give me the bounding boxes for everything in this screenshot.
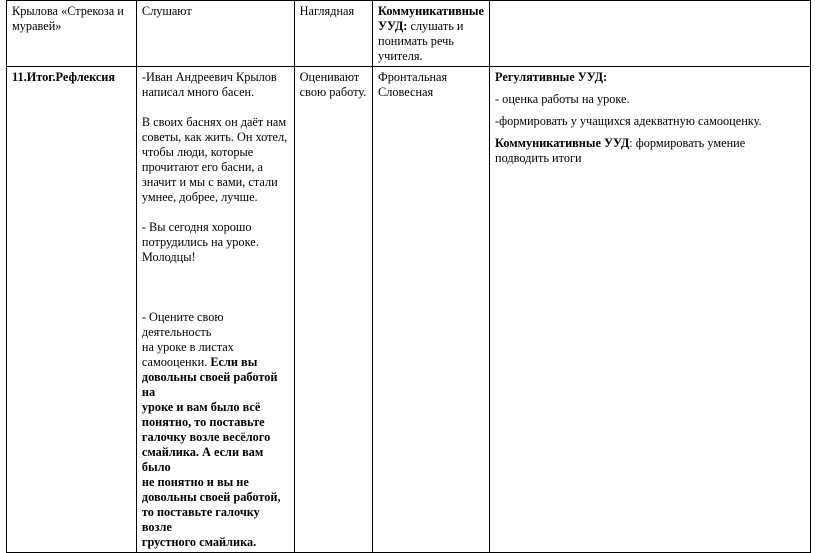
cell-uud — [490, 67, 811, 553]
text-line: учителя. — [378, 49, 423, 63]
uud-communicative-title: Коммуникативные УУД — [495, 136, 630, 150]
text-line: довольны своей работой на — [141, 370, 278, 399]
text-line: то поставьте галочку возле — [141, 505, 260, 534]
text-line: - оценка работы на уроке. — [495, 92, 630, 106]
cell-uud-prev — [373, 1, 490, 67]
text-line: не понятно и вы не — [141, 475, 249, 489]
text-line: галочку возле весёлого — [141, 430, 271, 444]
text-line: : формировать умение — [629, 136, 746, 150]
text-line: Оценивают — [299, 70, 360, 84]
text-line: Словесная — [378, 85, 434, 99]
text-line: -Иван Андреевич Крылов — [141, 70, 277, 84]
text-line: написал много басен. — [141, 85, 255, 99]
text-line: Наглядная — [299, 4, 355, 18]
text-line: самооценки. — [141, 355, 211, 369]
cell-form-prev — [294, 1, 372, 67]
stage-title: 11.Итог.Рефлексия — [12, 70, 116, 84]
cell-stage-prev — [7, 1, 137, 67]
text-line: -формировать у учащихся адекватную самооценку. — [495, 114, 762, 128]
text-line: - Вы сегодня хорошо — [141, 220, 252, 234]
text-line: слушать и — [407, 19, 464, 33]
text-line: муравей» — [12, 19, 62, 33]
text-line: Коммуникативные — [378, 4, 484, 18]
text-line: Молодцы! — [141, 250, 196, 264]
text-line: советы, как жить. Он хотел, — [141, 130, 288, 144]
text-line: прочитают его басни, а — [141, 160, 264, 174]
text-line: Крылова «Стрекоза и — [12, 4, 124, 18]
text-line: подводить итоги — [495, 151, 582, 165]
text-line: - Оцените свою деятельность — [141, 310, 224, 339]
text-line: понятно, то поставьте — [141, 415, 265, 429]
uud-regulative-title: Регулятивные УУД: — [495, 70, 608, 84]
text-line: В своих баснях он даёт нам — [141, 115, 287, 129]
text-line: на уроке в листах — [141, 340, 234, 354]
text-line: УУД: — [378, 19, 408, 33]
text-line: значит и мы с вами, стали — [141, 175, 278, 189]
text-line: свою работу. — [299, 85, 367, 99]
text-line: грустного смайлика. — [141, 535, 257, 549]
text-line: Слушают — [141, 4, 192, 18]
text-line: смайлика. А если вам было — [141, 445, 264, 474]
cell-forms — [373, 67, 490, 553]
cell-students-activity — [294, 67, 372, 553]
table-row — [7, 1, 811, 67]
table-row — [7, 67, 811, 553]
cell-stage — [7, 67, 137, 553]
text-line: умнее, добрее, лучше. — [141, 190, 258, 204]
text-line: довольны своей работой, — [141, 490, 281, 504]
cell-teacher-activity — [136, 67, 294, 553]
text-line: Если вы — [210, 355, 258, 369]
text-line: потрудились на уроке. — [141, 235, 259, 249]
text-line: Фронтальная — [378, 70, 448, 84]
text-line: уроке и вам было всё — [141, 400, 261, 414]
cell-empty — [490, 1, 811, 67]
text-line: чтобы люди, которые — [141, 145, 254, 159]
text-line: понимать речь — [378, 34, 454, 48]
cell-students-activity-prev — [136, 1, 294, 67]
lesson-plan-table — [6, 0, 811, 553]
